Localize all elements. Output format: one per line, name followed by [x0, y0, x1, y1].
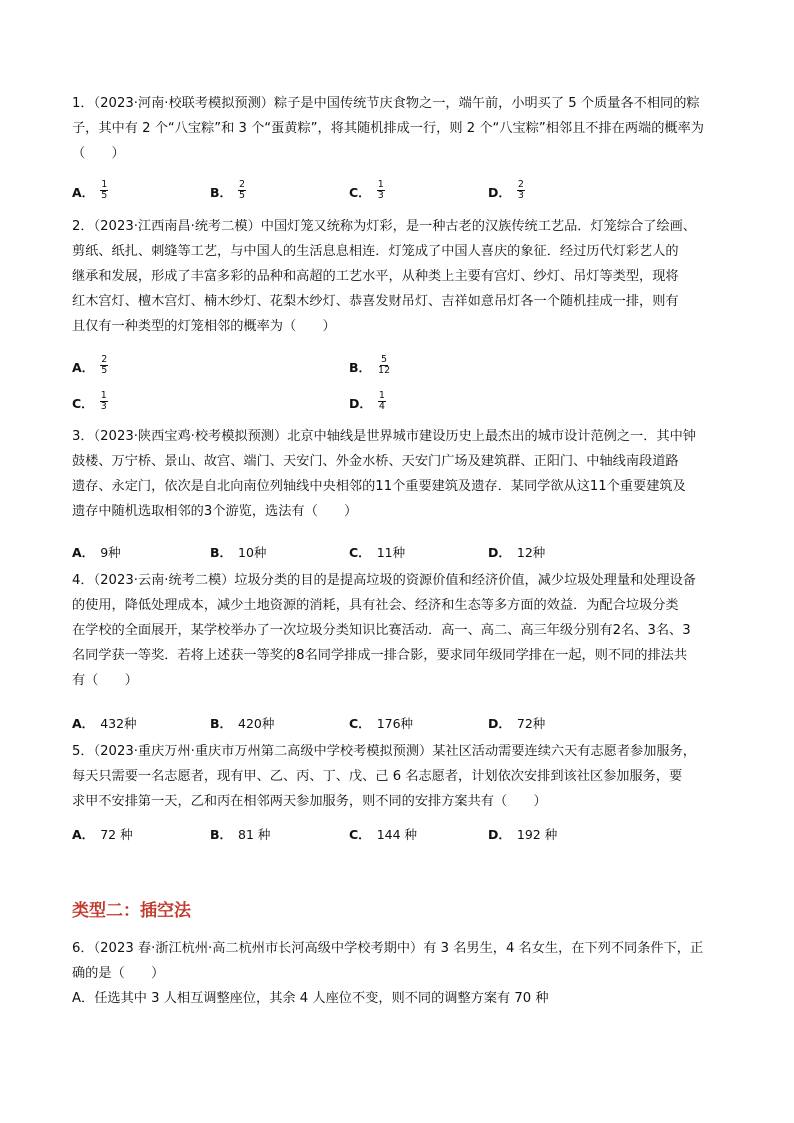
question-5-line-1: 5．（2023·重庆万州·重庆市万州第二高级中学校考模拟预测）某社区活动需要连续六天有志愿者参加服务，: [72, 744, 696, 759]
option-a[interactable]: A． $\frac{2}{5}$: [72, 354, 108, 376]
question-2-line-2: 剪纸、纸扎、刺缝等工艺，与中国人的生活息息相连．灯笼成了中国人喜庆的象征．经过历代灯彩艺人的: [72, 244, 679, 259]
question-3-line-2: 鼓楼、万宁桥、景山、故宫、端门、天安门、外金水桥、天安门广场及建筑群、正阳门、中轴线南段道路: [72, 454, 679, 469]
question-1: [72, 91, 722, 166]
option-a[interactable]: A． $\frac{1}{5}$: [72, 179, 108, 201]
question-4-line-5: 有（ ）: [72, 673, 138, 688]
question-2-line-5: 且仅有一种类型的灯笼相邻的概率为（ ）: [72, 319, 336, 334]
question-5-line-2: 每天只需要一名志愿者，现有甲、乙、丙、丁、戊、己 6 名志愿者，计划依次安排到该社区参加服务，要: [72, 769, 683, 784]
option-d[interactable]: D． 72种: [488, 716, 546, 731]
option-a[interactable]: A． 72 种: [72, 827, 133, 842]
question-6: [72, 936, 722, 1011]
question-2-line-4: 红木宫灯、檀木宫灯、楠木纱灯、花梨木纱灯、恭喜发财吊灯、吉祥如意吊灯各一个随机挂成一排，则有: [72, 294, 679, 309]
question-5-line-3: 求甲不安排第一天，乙和丙在相邻两天参加服务，则不同的安排方案共有（ ）: [72, 794, 547, 809]
question-1-line-3: （ ）: [72, 146, 125, 161]
question-3-line-4: 遗存中随机选取相邻的3个游览，选法有（ ）: [72, 504, 358, 519]
option-d[interactable]: D． 192 种: [488, 827, 558, 842]
question-4: [72, 568, 722, 693]
question-3-line-3: 遗存、永定门，依次是自北向南位列轴线中央相邻的11个重要建筑及遗存．某同学欲从这11个重要建筑及: [72, 479, 686, 494]
option-b[interactable]: B． 420种: [210, 716, 275, 731]
option-d[interactable]: D． 12种: [488, 545, 546, 560]
option-c[interactable]: C． 176种: [349, 716, 414, 731]
section-title: 类型二：插空法: [72, 901, 191, 921]
question-6-option-a[interactable]: A．任选其中 3 人相互调整座位，其余 4 人座位不变，则不同的调整方案有 70 种: [72, 991, 549, 1006]
fraction: $\frac{1}{3}$: [377, 179, 384, 201]
question-6-line-2: 确的是（ ）: [72, 966, 165, 981]
fraction: $\frac{2}{3}$: [517, 179, 524, 201]
option-b[interactable]: B． $\frac{2}{5}$: [210, 179, 246, 201]
question-3: [72, 424, 722, 524]
option-c[interactable]: C． 144 种: [349, 827, 418, 842]
fraction: $\frac{2}{5}$: [239, 179, 246, 201]
option-a[interactable]: A． 9种: [72, 545, 121, 560]
question-4-line-4: 名同学获一等奖．若将上述获一等奖的8名同学排成一排合影，要求同年级同学排在一起，则不同的排法共: [72, 648, 688, 663]
option-c[interactable]: C． 11种: [349, 545, 406, 560]
fraction: $\frac{1}{3}$: [100, 390, 107, 412]
option-b[interactable]: B． $\frac{5}{12}$: [349, 354, 391, 376]
option-c[interactable]: C． $\frac{1}{3}$: [72, 390, 107, 412]
option-b[interactable]: B． 10种: [210, 545, 267, 560]
option-b[interactable]: B． 81 种: [210, 827, 271, 842]
option-c[interactable]: C． $\frac{1}{3}$: [349, 179, 384, 201]
question-4-line-2: 的使用，降低处理成本，减少土地资源的消耗，具有社会、经济和生态等多方面的效益．为配合垃圾分类: [72, 598, 679, 613]
option-d[interactable]: D． $\frac{1}{4}$: [349, 390, 385, 412]
question-1-line-1: 1．（2023·河南·校联考模拟预测）粽子是中国传统节庆食物之一，端午前，小明买了 5 个质量各不相同的粽: [72, 96, 700, 111]
question-3-line-1: 3．（2023·陕西宝鸡·校考模拟预测）北京中轴线是世界城市建设历史上最杰出的城市设计范例之一．其中钟: [72, 429, 696, 444]
fraction: $\frac{1}{4}$: [378, 390, 385, 412]
option-a[interactable]: A． 432种: [72, 716, 137, 731]
question-2-line-1: 2．（2023·江西南昌·统考二模）中国灯笼又统称为灯彩，是一种古老的汉族传统工艺品．灯笼综合了绘画、: [72, 219, 696, 234]
fraction: $\frac{2}{5}$: [101, 354, 108, 376]
fraction: $\frac{1}{5}$: [101, 179, 108, 201]
question-2-line-3: 继承和发展，形成了丰富多彩的品种和高超的工艺水平，从种类上主要有宫灯、纱灯、吊灯等类型，现将: [72, 269, 679, 284]
question-4-line-1: 4．（2023·云南·统考二模）垃圾分类的目的是提高垃圾的资源价值和经济价值，减少垃圾处理量和处理设备: [72, 573, 696, 588]
question-5: [72, 739, 722, 814]
question-1-line-2: 子，其中有 2 个“八宝粽”和 3 个“蛋黄粽”，将其随机排成一行，则 2 个“八宝粽”相邻且不排在两端的概率为: [72, 121, 704, 136]
question-6-line-1: 6．（2023 春·浙江杭州·高二杭州市长河高级中学校考期中）有 3 名男生，4 名女生，在下列不同条件下，正: [72, 941, 704, 956]
question-4-line-3: 在学校的全面展开，某学校举办了一次垃圾分类知识比赛活动．高一、高二、高三年级分别有2名、3名、3: [72, 623, 691, 638]
question-2: [72, 214, 722, 339]
fraction: $\frac{5}{12}$: [378, 354, 391, 376]
option-d[interactable]: D． $\frac{2}{3}$: [488, 179, 524, 201]
